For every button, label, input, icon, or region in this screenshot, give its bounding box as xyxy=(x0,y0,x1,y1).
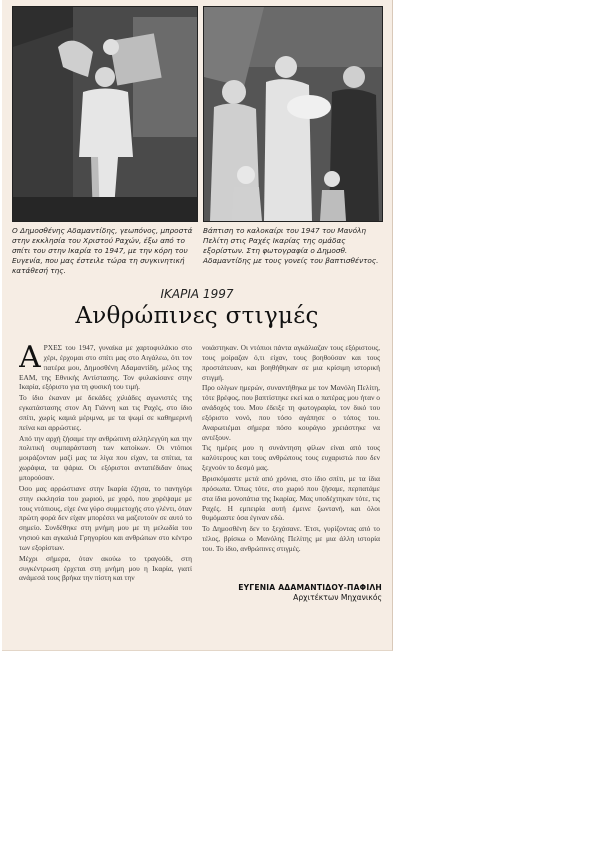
author-role: Αρχιτέκτων Μηχανικός xyxy=(293,593,382,602)
article-paragraph: Το ίδιο έκαναν με δεκάδες χιλιάδες αγωνιστές της εγκατάστασης στον Αη Γιάννη και τις Ραχές, στο ίδιο σπίτι, χωρίς καμιά μέριμνα, με τα ψωμί σε καθημερινή πείνα και αρρώστιες. xyxy=(19,393,192,432)
article-paragraph-text: ΡΧΕΣ του 1947, γυναίκα με χαρτοφυλάκιο στο χέρι, έρχομαι στο σπίτι μας στο Αιγάλεω, ότι τον πατέρα μου, Δημοσθένη Αδαμαντίδη, μέλος της ΕΑΜ, της Εθνικής Αντίστασης. Τον φυλακίσανε στην Ικαρία, εξόριστο για τη φυσική του τιμή. xyxy=(19,343,192,392)
photo-caption-right: Βάπτιση το καλοκαίρι του 1947 του Μανόλη Πελίτη στις Ραχές Ικαρίας της ομάδας εξορίστων. Στη φωτογραφία ο Δημοσθ. Αδαμαντίδης με τους γονείς του βαπτισθέντος. xyxy=(203,226,379,265)
article-paragraph: Βρισκόμαστε μετά από χρόνια, στο ίδιο σπίτι, με τα ίδια πρόσωπα. Όπως τότε, στο χωριό που ζήσαμε, περπατάμε στα ίδια μονοπάτια της Ικαρίας. Μας υποδέχτηκαν τότε, τις Ραχές. Η εμπειρία αυτή έμεινε ζωντανή, και όλοι θυμόμαστε όσα έγιναν εδώ. xyxy=(202,473,380,523)
article-paragraph: Το Δημοσθένη δεν το ξεχάσανε. Έτσι, γυρίζοντας από το τέλος, βρίσκω ο Μανόλης Πελίτης με μια άλλη ιστορία του. Το ίδιο, ανθρώπινες στιγμές. xyxy=(202,524,380,553)
article-column-right xyxy=(202,343,380,575)
drop-cap: Α xyxy=(19,343,41,375)
article-headline: Ανθρώπινες στιγμές xyxy=(75,303,319,329)
author-signature xyxy=(202,583,382,603)
photo-baptism-group-image xyxy=(204,7,382,221)
article-paragraph xyxy=(19,343,192,392)
photo-father-and-daughter-image xyxy=(13,7,197,221)
article-paragraph: Όσο μας αρρώστιανε στην Ικαρία έζησα, το πανηγύρι στην εκκλησία του χωριού, με χορό, που χορέψαμε με τους ντόπιους, είχε ένα γύρο συμμετοχής στο γλέντι, όταν πρώτη φορά δεν είχαν μπορέσει να μαζευτούν σε αυτό το σημείο. Συνδέθηκε στη μνήμη μου με τη μελωδία του νησιού και αγκαλιά Γρηγορίου και ανθρώπων στο κέντρο των εξορίστων. xyxy=(19,483,192,552)
author-name: ΕΥΓΕΝΙΑ ΑΔΑΜΑΝΤΙΔΟΥ-ΠΑΦΙΛΗ xyxy=(238,583,382,592)
photo-caption-left: Ο Δημοσθένης Αδαμαντίδης, γεωπόνος, μπροστά στην εκκλησία του Χριστού Ραχών, έξω από το σπίτι του στην Ικαρία το 1947, με την κόρη του Ευγενία, που μας έστειλε τώρα τη συγκινητική κατάθεσή της. xyxy=(12,226,193,275)
photo-baptism-group xyxy=(203,6,383,222)
photo-father-and-daughter xyxy=(12,6,198,222)
article-paragraph: Μέχρι σήμερα, όταν ακούω το τραγούδι, στη συγκέντρωση έρχεται στη μνήμη μου η Ικαρία, γιατί ανάμεσά τους βρήκα την πίστη και την xyxy=(19,553,192,583)
article-kicker: ΙΚΑΡΙΑ 1997 xyxy=(160,287,234,301)
article-paragraph: Τις ημέρες μου η συνάντηση φίλων είναι από τους καλύτερους και τους ανθρώπους τους ευχαριστώ που δεν ξεχνούν το δεσμό μας. xyxy=(202,443,380,473)
newspaper-clipping xyxy=(2,0,393,651)
article-paragraph: Από την αρχή ζήσαμε την ανθρώπινη αλληλεγγύη και την πολιτική συμπαράσταση των κατοίκων. Οι ντόπιοι μοιράζονταν μαζί μας τα λίγα που είχαν, τα σπίτια, τα χωράφια, τα ψάρια. Οι εξόριστοι ανταπέδιδαν όπως μπορούσαν. xyxy=(19,433,192,482)
article-paragraph: νοιάστηκαν. Οι ντόπιοι πάντα αγκάλιαζαν τους εξόριστους, τους μοίραζαν ό,τι είχαν, τους βοηθούσαν και τους προστάτευαν, και βοηθήθηκαν σε μια κρίσιμη ιστορική στιγμή. xyxy=(202,343,380,382)
article-paragraph: Προ ολίγων ημερών, συναντήθηκα με τον Μανόλη Πελίτη, τότε βρέφος, που βαπτίστηκε εκεί και ο πατέρας μου ήταν ο ανάδοχός του. Μου έδειξε τη φωτογραφία, τον δικό του εξόριστο νονό, που τόσο αγάπησε ο τόπος του. Αναρωτιέμαι σήμερα πόσο κουράγιο χρειάστηκε να αντέξουν. xyxy=(202,383,380,442)
article-column-left xyxy=(19,343,192,593)
